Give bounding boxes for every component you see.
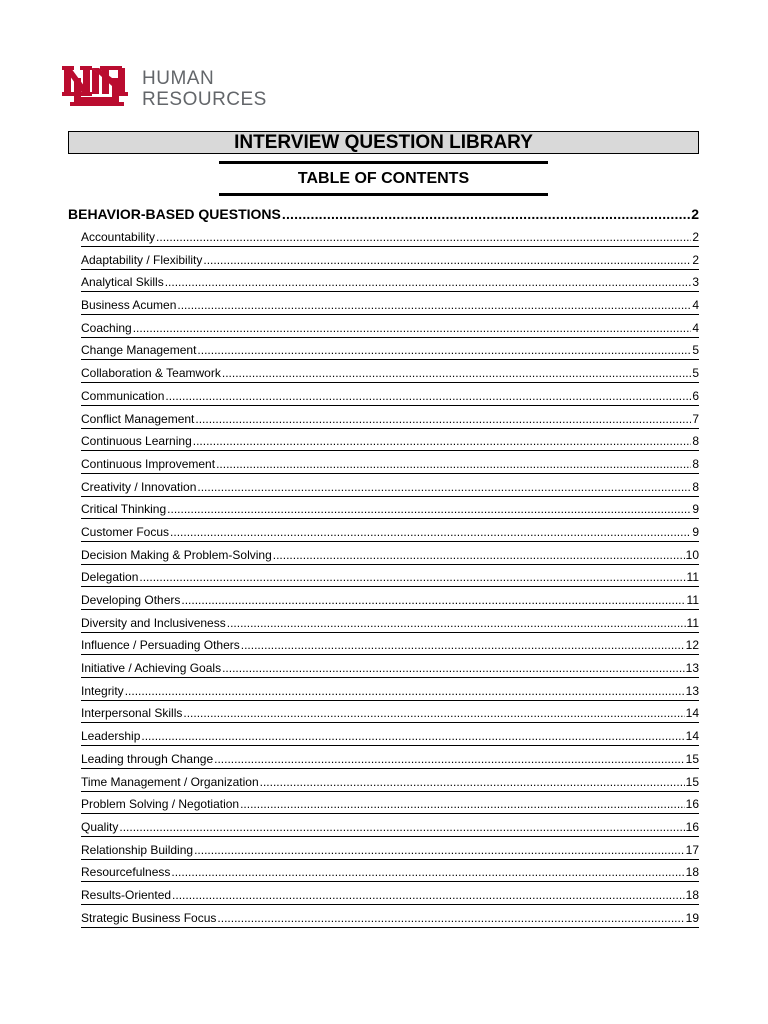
toc-entry-label: Diversity and Inclusiveness [81,615,226,630]
toc-leader-dots [195,411,691,427]
toc-entry-page: 6 [692,388,699,403]
toc-entry-page: 5 [692,343,699,358]
toc-entry-label: Time Management / Organization [81,774,259,789]
section-page: 2 [691,206,699,222]
toc-entry-page: 7 [692,411,699,426]
logo-wordmark [142,68,267,110]
toc-entry[interactable] [81,796,699,819]
toc-entry-label: Continuous Improvement [81,456,216,471]
toc-entry[interactable] [81,524,699,547]
toc-entry-page: 3 [692,275,699,290]
toc-entry[interactable] [81,615,699,638]
toc-entry-label: Problem Solving / Negotiation [81,797,240,812]
toc-leader-dots [217,910,684,926]
logo-line-2: RESOURCES [142,89,267,110]
toc-entry-label: Business Acumen [81,298,177,313]
toc-entry[interactable] [81,910,699,933]
toc-entry-page: 19 [685,910,699,925]
toc-entry-label: Resourcefulness [81,865,171,880]
toc-entry-label: Results-Oriented [81,887,172,902]
toc-leader-dots [165,388,691,404]
toc-entry-label: Leadership [81,729,141,744]
toc-entry[interactable] [81,479,699,502]
toc-entry-label: Critical Thinking [81,502,167,517]
toc-entry-page: 4 [692,320,699,335]
toc-entry[interactable] [81,456,699,479]
toc-entry-label: Strategic Business Focus [81,910,217,925]
toc-entry[interactable] [81,569,699,592]
toc-entry-page: 18 [685,887,699,902]
section-label: BEHAVIOR-BASED QUESTIONS [68,206,281,222]
toc-entry-label: Adaptability / Flexibility [81,252,203,267]
toc-leader-dots [139,569,685,585]
toc-entry-page: 2 [692,252,699,267]
toc-leader-dots [227,615,686,631]
toc-leader-dots [156,229,691,245]
toc-entry-page: 16 [685,819,699,834]
toc-leader-dots [197,342,691,358]
toc-entry-label: Communication [81,388,165,403]
document-title: INTERVIEW QUESTION LIBRARY [68,131,699,154]
toc-leader-dots [222,660,685,676]
toc-entry-page: 9 [692,502,699,517]
toc-entry[interactable] [81,297,699,320]
toc-leader-dots [177,297,691,313]
toc-leader-dots [194,842,685,858]
toc-leader-dots [260,774,685,790]
toc-entry[interactable] [81,501,699,524]
toc-entry[interactable] [81,365,699,388]
toc-entry[interactable] [81,342,699,365]
heading-rule-bottom [219,193,548,196]
toc-entry-label: Influence / Persuading Others [81,638,240,653]
toc-entry-page: 9 [692,524,699,539]
toc-entry-label: Accountability [81,230,156,244]
toc-entry[interactable] [81,660,699,683]
toc-leader-dots [214,751,685,767]
toc-entry[interactable] [81,320,699,343]
toc-section-behavior-based[interactable] [68,206,699,224]
toc-leader-dots [193,433,692,449]
toc-entry-page: 11 [686,615,699,630]
heading-rule-top [219,161,548,164]
toc-leader-dots [125,683,685,699]
toc-entry[interactable] [81,592,699,615]
toc-leader-dots [141,728,684,744]
toc-entry[interactable] [81,774,699,797]
toc-entry-page: 8 [692,479,699,494]
toc-leader-dots [273,547,685,563]
toc-entry-page: 10 [685,547,699,562]
toc-leader-dots [216,456,691,472]
toc-leader-dots [222,365,691,381]
toc-entry-label: Collaboration & Teamwork [81,366,221,381]
toc-leader-dots [133,320,692,336]
toc-entry-page: 12 [685,638,699,653]
toc-leader-dots [119,819,684,835]
toc-entry-page: 14 [685,706,699,721]
toc-entry[interactable] [81,547,699,570]
toc-entry-label: Decision Making & Problem-Solving [81,547,272,562]
toc-entry[interactable] [81,842,699,865]
unm-hr-logo [62,58,267,116]
toc-entry[interactable] [81,819,699,842]
toc-entry-label: Analytical Skills [81,275,164,290]
toc-entry-page: 11 [686,570,699,585]
toc-leader-dots [241,637,685,653]
toc-entry-label: Interpersonal Skills [81,706,183,721]
toc-entry-label: Leading through Change [81,751,214,766]
toc-leader-dots [172,887,685,903]
toc-entry-page: 15 [685,774,699,789]
toc-entry-label: Relationship Building [81,842,194,857]
toc-leader-dots [197,479,691,495]
toc-entry-page: 17 [685,842,699,857]
toc-entry-page: 15 [685,751,699,766]
toc-entry[interactable] [81,411,699,434]
toc-entry-page: 4 [692,298,699,313]
toc-leader-dots [171,864,684,880]
toc-leader-dots [165,274,692,290]
toc-entry-label: Customer Focus [81,524,170,539]
toc-entry-page: 5 [692,366,699,381]
toc-entry-page: 13 [685,661,699,676]
toc-entry[interactable] [81,229,699,252]
toc-entry-label: Initiative / Achieving Goals [81,661,222,676]
toc-entry[interactable] [81,751,699,774]
logo-line-1: HUMAN [142,68,215,89]
toc-leader-dots [183,705,684,721]
toc-entry-page: 11 [686,593,699,607]
toc-leader-dots [167,501,691,517]
toc-entry[interactable] [81,433,699,456]
toc-heading: TABLE OF CONTENTS [297,170,470,187]
toc-entry-page: 14 [685,729,699,744]
toc-leader-dots [181,592,685,608]
toc-entry-label: Change Management [81,343,197,358]
toc-entry-label: Developing Others [81,593,181,607]
toc-entry-label: Conflict Management [81,411,195,426]
toc-entry[interactable] [81,252,699,275]
section-leader-dots [282,206,690,222]
toc-entry-page: 8 [692,456,699,471]
toc-entry[interactable] [81,683,699,706]
toc-entry-list [81,229,699,932]
toc-entry[interactable] [81,274,699,297]
toc-entry[interactable] [81,705,699,728]
toc-entry-label: Continuous Learning [81,434,192,449]
toc-entry-label: Delegation [81,570,139,585]
toc-entry-page: 18 [685,865,699,880]
toc-entry-label: Integrity [81,683,124,698]
toc-entry[interactable] [81,864,699,887]
toc-leader-dots [203,252,691,268]
toc-entry[interactable] [81,887,699,910]
toc-entry[interactable] [81,388,699,411]
unm-logo-icon [62,66,132,106]
toc-entry-page: 2 [692,230,699,244]
toc-entry[interactable] [81,637,699,660]
toc-entry-label: Creativity / Innovation [81,479,197,494]
toc-entry-page: 13 [685,683,699,698]
toc-leader-dots [240,796,685,812]
toc-entry-page: 16 [685,797,699,812]
toc-leader-dots [170,524,691,540]
toc-entry-label: Coaching [81,320,132,335]
toc-entry[interactable] [81,728,699,751]
toc-entry-label: Quality [81,819,119,834]
toc-entry-page: 8 [692,434,699,449]
